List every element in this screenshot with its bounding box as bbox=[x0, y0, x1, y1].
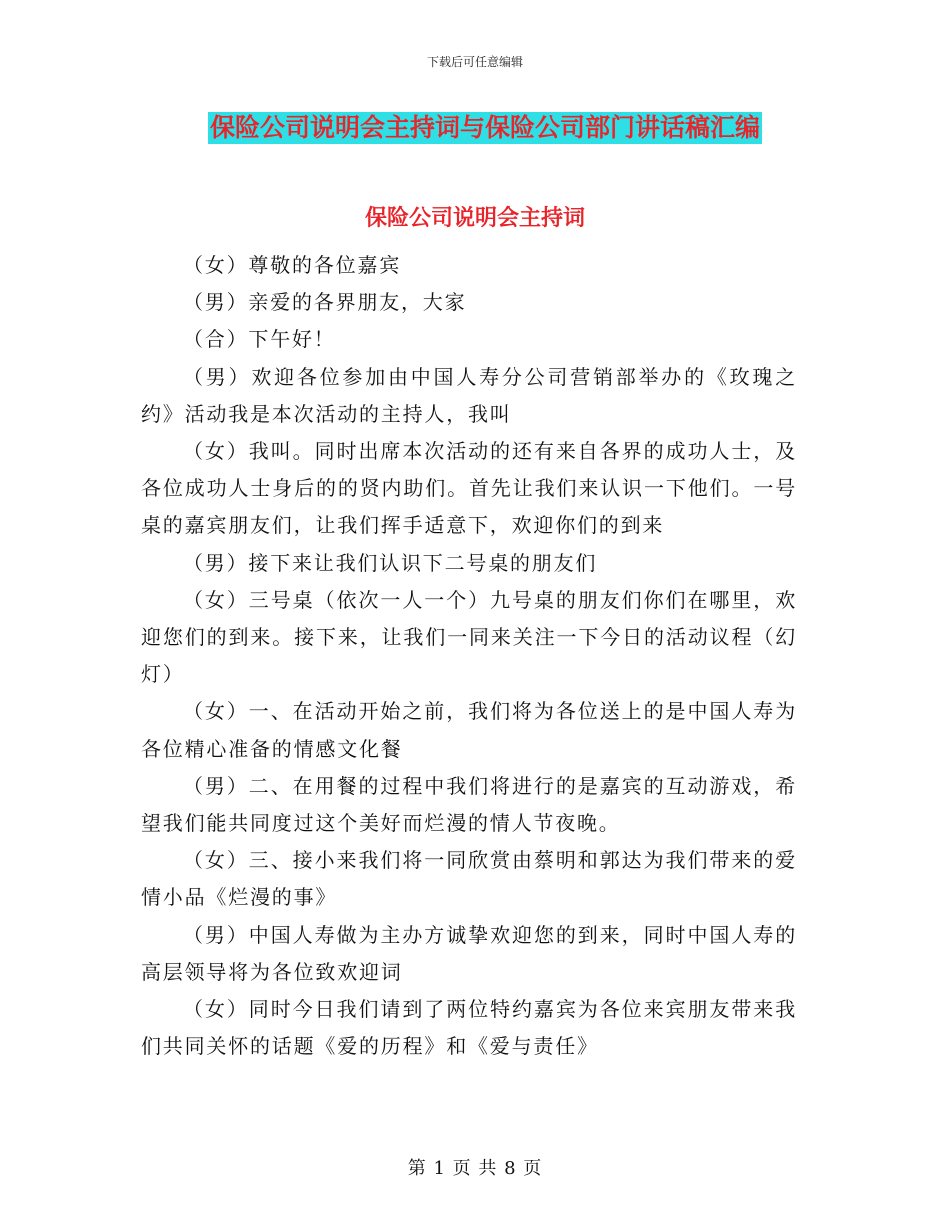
section-title: 保险公司说明会主持词 bbox=[364, 205, 585, 231]
document-body bbox=[141, 247, 797, 1065]
paragraph: （男）接下来让我们认识下二号桌的朋友们 bbox=[183, 550, 598, 575]
paragraph: （男）亲爱的各界朋友，大家 bbox=[183, 290, 467, 315]
page-footer: 第 1 页 共 8 页 bbox=[407, 1158, 543, 1179]
page-header-note: 下载后可任意编辑 bbox=[426, 55, 523, 69]
paragraph: （女）三、接小来我们将一同欣赏由蔡明和郭达为我们带来的爱情小品《烂漫的事》 bbox=[141, 848, 797, 910]
paragraph: （女）一、在活动开始之前，我们将为各位送上的是中国人寿为各位精心准备的情感文化餐 bbox=[141, 699, 797, 761]
paragraph: （合）下午好！ bbox=[183, 327, 336, 352]
paragraph: （女）我叫。同时出席本次活动的还有来自各界的成功人士，及各位成功人士身后的的贤内助们。首先让我们来认识一下他们。一号桌的嘉宾朋友们，让我们挥手适意下，欢迎你们的到来 bbox=[141, 439, 797, 538]
document-title: 保险公司说明会主持词与保险公司部门讲话稿汇编 bbox=[210, 113, 761, 142]
paragraph: （女）尊敬的各位嘉宾 bbox=[183, 253, 401, 277]
paragraph: （男）中国人寿做为主办方诚挚欢迎您的到来，同时中国人寿的高层领导将为各位致欢迎词 bbox=[141, 922, 797, 984]
paragraph: （男）二、在用餐的过程中我们将进行的是嘉宾的互动游戏，希望我们能共同度过这个美好而烂漫的情人节夜晚。 bbox=[141, 773, 797, 836]
paragraph: （男）欢迎各位参加由中国人寿分公司营销部举办的《玫瑰之约》活动我是本次活动的主持人，我叫 bbox=[141, 364, 797, 426]
paragraph: （女）三号桌（依次一人一个）九号桌的朋友们你们在哪里，欢迎您们的到来。接下来，让我们一同来关注一下今日的活动议程（幻灯） bbox=[141, 587, 797, 687]
paragraph: （女）同时今日我们请到了两位特约嘉宾为各位来宾朋友带来我们共同关怀的话题《爱的历程》和《爱与责任》 bbox=[141, 997, 797, 1059]
